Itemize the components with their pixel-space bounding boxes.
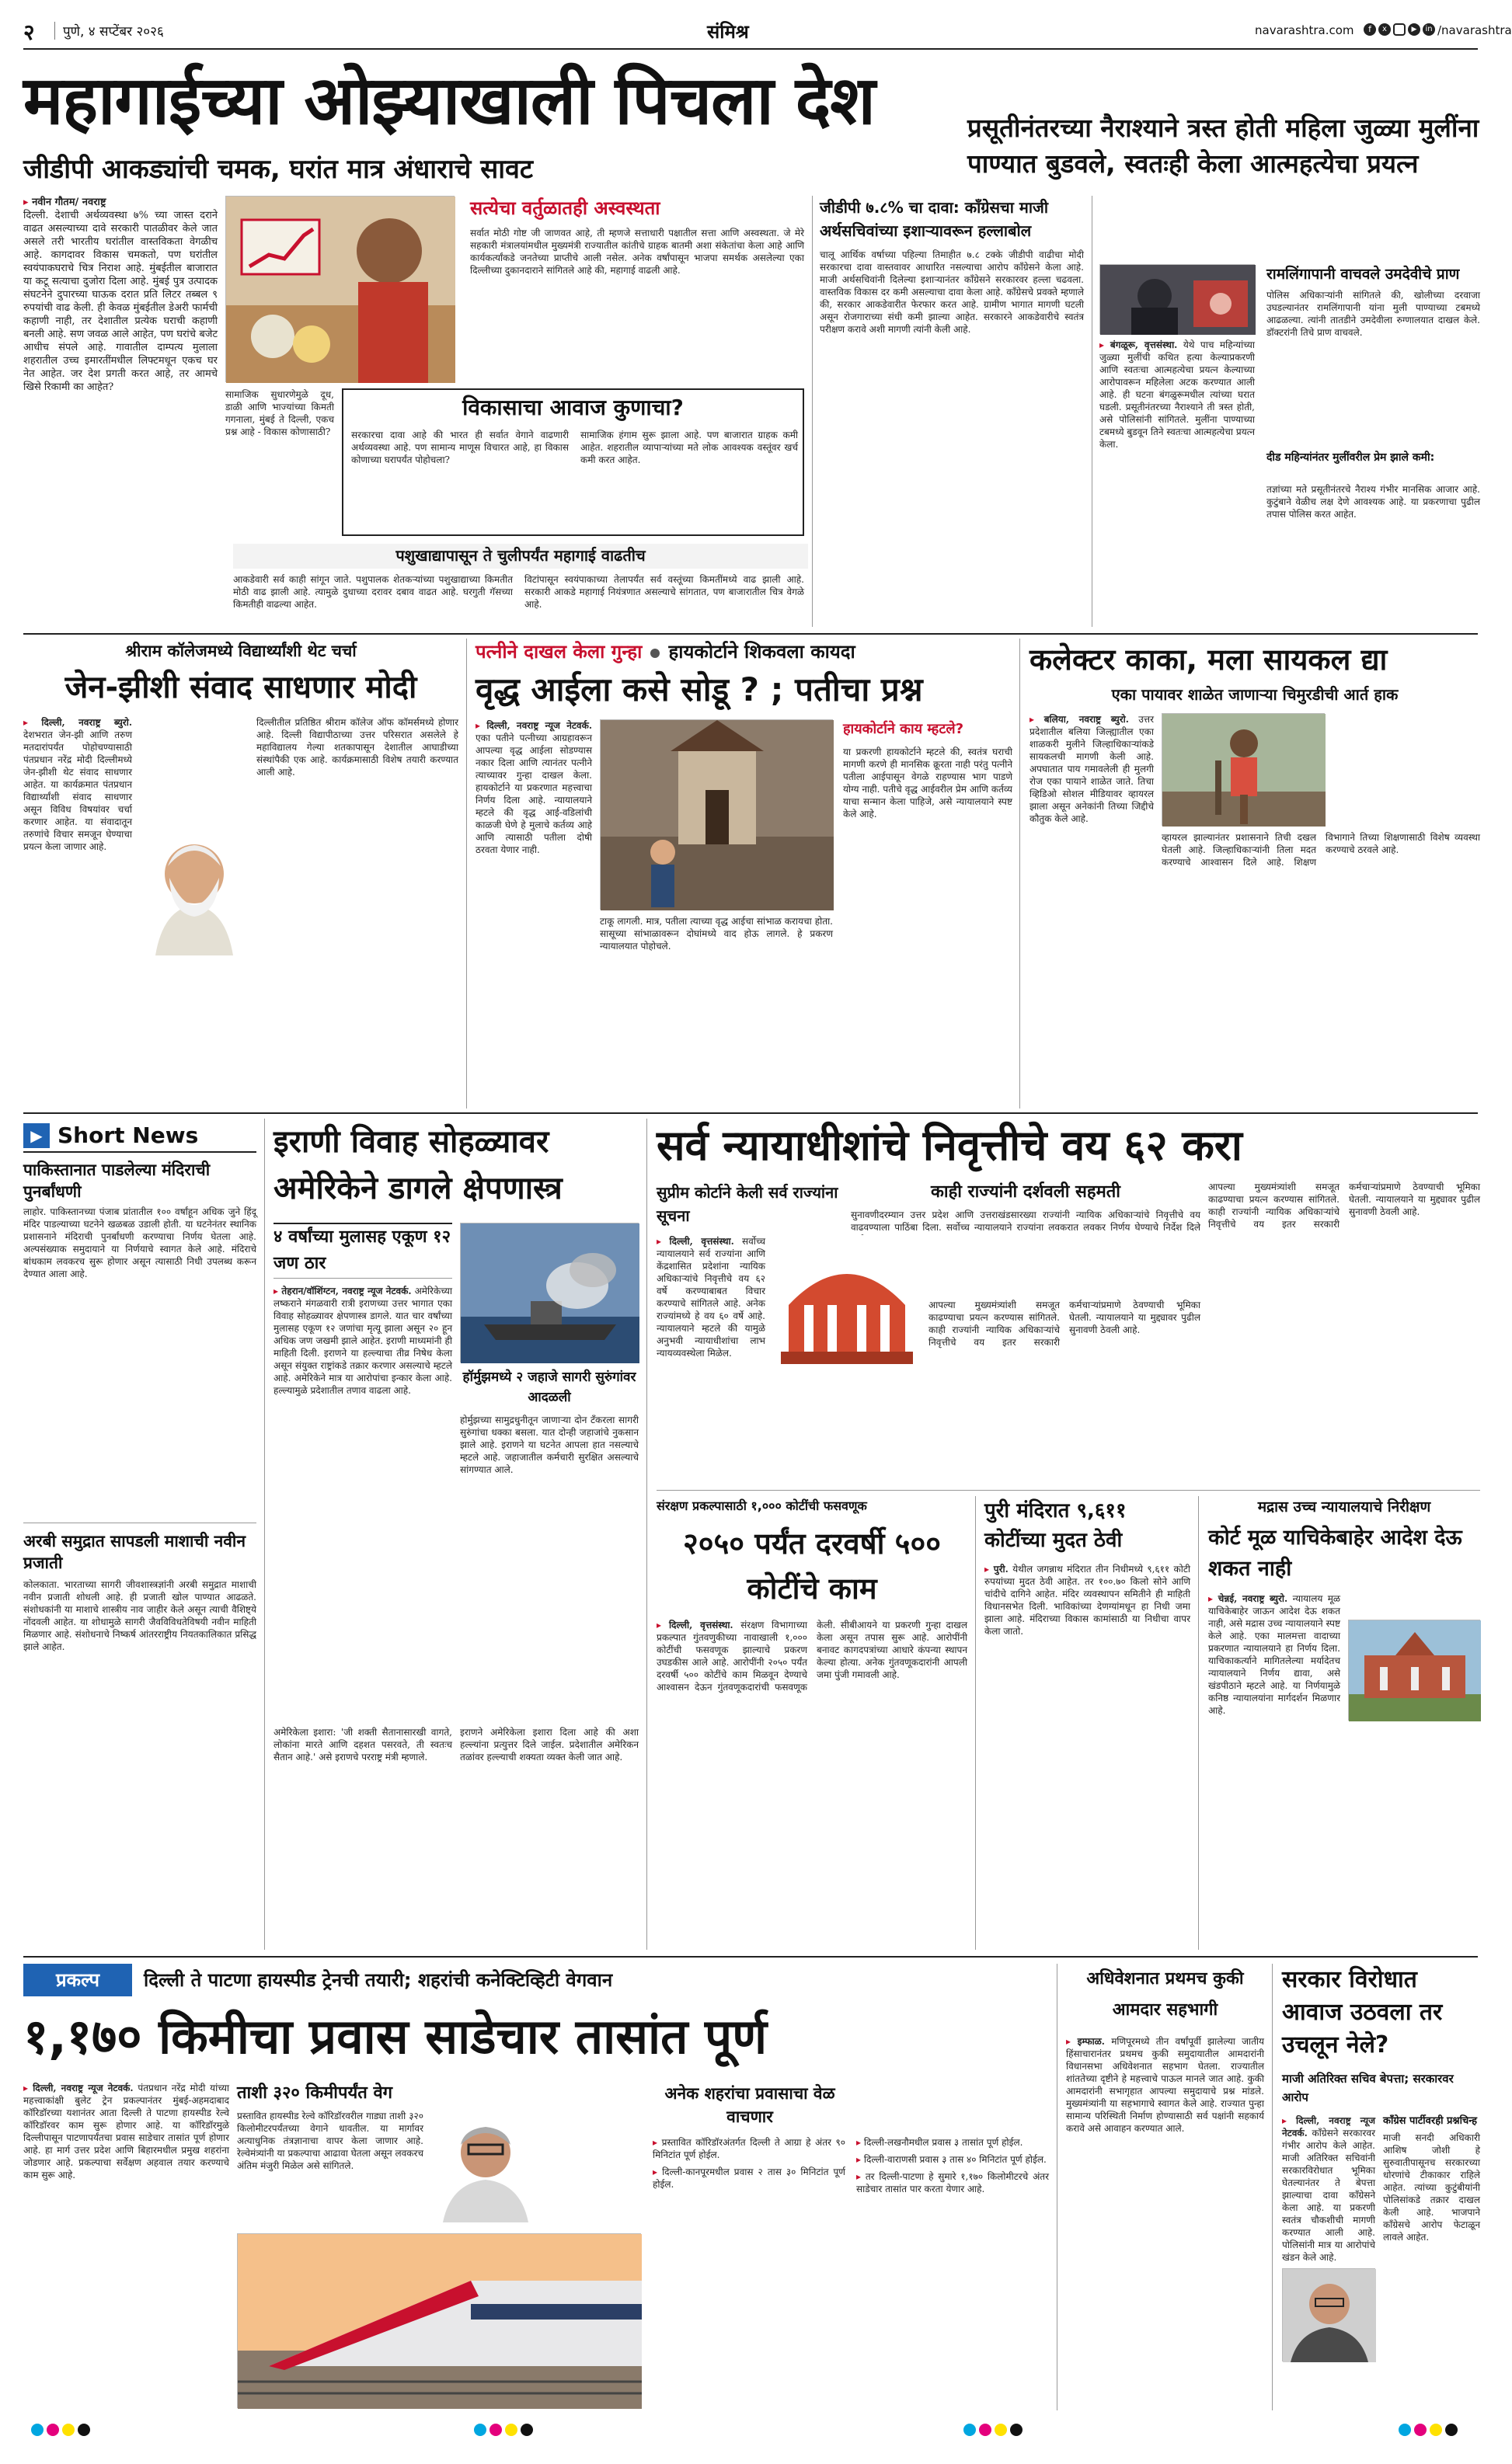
mother-dateline: ▸ दिल्ली, नवराष्ट्र न्यूज नेटवर्क.: [476, 720, 592, 731]
short-news-column: [23, 1119, 256, 1950]
opposition-headline: सरकार विरोधात आवाज उठवला तर उचलून नेले?: [1282, 1966, 1443, 2059]
main-body-col1: [23, 196, 218, 607]
project-dateline: ▸ दिल्ली, नवराष्ट्र न्यूज नेटवर्क.: [23, 2083, 134, 2093]
project-box-list: [653, 2136, 1049, 2408]
section-name: संमिश्र: [707, 21, 749, 43]
iran-subhead: ४ वर्षांच्या मुलासह एकूण १२ जण ठार: [273, 1223, 452, 1279]
quote-head: विकासाचा आवाज कुणाचा?: [462, 395, 684, 420]
cycle-body: [1029, 713, 1154, 1101]
daughters-subbody-2: तज्ञांच्या मते प्रसूतीनंतरचे नैराश्य गंभीर मानसिक आजार आहे. कुटुंबाने वेळीच लक्ष देणे आवश्यक आहे. या प्रकरणाचा पुढील तपास पोलिस करत आहेत.: [1266, 484, 1480, 520]
judges-text: सर्वोच्च न्यायालयाने सर्व राज्यांना आणि केंद्रशासित प्रदेशांना न्यायिक अधिकाऱ्यांचे निवृत्तीचे वय ६२ वर्षे करण्याबाबत विचार करण्याचे सांगितले आहे. अनेक राज्यांमध्ये हे वय ६० वर्षे आहे. न्यायालयाने म्हटले की यामुळे अनुभवी न्यायाधीशांचा लाभ न्यायव्यवस्थेला मिळेल.: [657, 1236, 765, 1359]
project-box: [653, 2082, 1049, 2408]
judges-subhead-2: काही राज्यांनी दर्शवली सहमती: [930, 1182, 1121, 1202]
page-number: २: [23, 19, 35, 45]
opposition-sidebody: माजी सनदी अधिकारी आशिष जोशी हे सुरुवातीपासूनच सरकारच्या धोरणांचे टीकाकार राहिले आहेत. त्यांच्या कुटुंबीयांनी पोलिसांकडे तक्रार दाखल केली आहे. भाजपाने कॉंग्रेसचे आरोप फेटाळून लावले आहेत.: [1383, 2132, 1480, 2243]
puri-headline: पुरी मंदिरात ९,६११ कोटींच्या मुदत ठेवी: [984, 1499, 1127, 1552]
main-dateline: ▸ नवीन गौतम/ नवराष्ट्र: [23, 197, 106, 208]
judges-body-2: सुनावणीदरम्यान उत्तर प्रदेश आणि उत्तराखंडसारख्या राज्यांनी न्यायिक अधिकाऱ्यांचे निवृत्तीचे वय वाढवण्याला पाठिंबा दिला. सर्वोच्च न्यायालयाने राज्यांना लवकरात लवकर निर्णय घेण्याचे निर्देश दिले: [851, 1209, 1200, 1233]
cycle-subhead: एका पायावर शाळेत जाणाऱ्या चिमुरडीची आर्त हाक: [1111, 685, 1399, 704]
train-photo: [237, 2233, 641, 2408]
project-box-item: ▸ दिल्ली-लखनौमधील प्रवास ३ तासांत पूर्ण होईल.: [856, 2136, 1049, 2149]
masthead: [23, 14, 1512, 50]
opposition-sidebox: [1383, 2114, 1480, 2410]
modi-headline: जेन-झीशी संवाद साधणार मोदी: [64, 670, 417, 705]
modi-body-2: दिल्लीतील प्रतिष्ठित श्रीराम कॉलेज ऑफ कॉमर्समध्ये होणार आहे. दिल्ली विद्यापीठाच्या उत्तर परिसरात असलेले हे महाविद्यालय गेल्या शतकापासून देशातील आघाडीच्या संस्थांपैकी एक आहे. कार्यक्रमासाठी विशेष तयारी करण्यात आली आहे.: [256, 717, 458, 778]
defense-kicker: संरक्षण प्रकल्पासाठी १,००० कोटींची फसवणूक: [657, 1498, 867, 1513]
main-subhead: जीडीपी आकड्यांची चमक, घरांत मात्र अंधाराचे सावट: [23, 154, 534, 185]
main-body-col2: सर्वात मोठी गोष्ट जी जाणवत आहे, ती म्हणजे सत्ताधारी पक्षातील सत्ता आणि अस्वस्थता. जे मेरे सहकारी मंत्रालयांमधील मुख्यमंत्री राज्यातील कांतीचे ग्राहक बातमी अशा संकेतांचा केला आहे आणि कार्यकर्त्यांकडे जनतेच्या प्राप्तीचे आली नसेल. अनेक वर्षांपासून भाजपा समर्थक असलेल्या एका दिल्लीच्या दुकानदाराने सांगितले आहे की, महागाई वाढली आहे.: [470, 228, 804, 276]
cycle-body-2: व्हायरल झाल्यानंतर प्रशासनाने तिची दखल घेतली आहे. जिल्हाधिकाऱ्यांनी तिला मदत करण्याचे आश्वासन दिले आहे. शिक्षण विभागाने तिच्या शिक्षणासाठी विशेष व्यवस्था करण्याचे ठरवले आहे.: [1162, 832, 1480, 868]
color-register-center-2: [963, 2424, 1023, 2436]
social-icons: [1364, 23, 1435, 36]
project-box-head: अनेक शहरांचा प्रवासाचा वेळ वाचणार: [664, 2084, 835, 2126]
defense-text: संरक्षण विभागाच्या प्रकल्पात गुंतवणुकीच्या नावाखाली १,००० कोटींची फसवणूक झाल्याचे प्रकरण उघडकीस आले आहे. आरोपींनी २०५० पर्यंत दरवर्षी ५०० कोटींचे काम मिळवून देण्याचे आश्वासन देऊन गुंतवणूकदारांची फसवणूक केली. सीबीआयने या प्रकरणी गुन्हा दाखल केला असून तपास सुरू आहे. आरोपींनी बनावट कागदपत्रांच्या आधारे कंपन्या स्थापन केल्या होत्या. अनेक गुंतवणूकदारांनी आपली जमा पुंजी गमावली आहे.: [657, 1620, 967, 1693]
mother-photo: [600, 719, 833, 910]
modi-dateline: ▸ दिल्ली, नवराष्ट्र ब्युरो.: [23, 717, 132, 728]
judges-headline: सर्व न्यायाधीशांचे निवृत्तीचे वय ६२ करा: [657, 1121, 1242, 1170]
judges-col-right: आपल्या मुख्यमंत्र्यांशी समजूत काढण्याचा प्रयत्न करण्यास सांगितले. काही राज्यांनी न्यायिक अधिकाऱ्यांचे निवृत्तीचे वय इतर सरकारी कर्मचाऱ्यांप्रमाणे ठेवण्याची भूमिका घेतली. न्यायालयाने या मुद्द्यावर पुढील सुनावणी ठेवली आहे.: [1208, 1182, 1480, 1230]
puri-body: [984, 1563, 1190, 1948]
mother-kicker: पत्नीने दाखल केला गुन्हा: [476, 641, 643, 663]
project-headline: १,१७० किमीचा प्रवास साडेचार तासांत पूर्ण: [23, 2008, 768, 2065]
inflation-photo: [225, 196, 455, 382]
main-body-text: दिल्ली. देशाची अर्थव्यवस्था ७% च्या जास्त दराने वाढत असल्याच्या दावे सरकारी पातळीवर केले जात असले तरी भारतीय घरांतील वास्तविकता वेगळीच आहे. कागदावर विकास चमकतो, पण घरांतील स्वयंपाकघराचे चित्र निराश आहे. मुंबईतील बाजारात या कटू सत्याचा दुजोरा दिला आहे. मुंबई पुत्र उत्पादक संघटनेने दुपारच्या घाऊक दरात प्रति लिटर तब्बल ९ रुपयांची वाढ केली. ही केवळ मुंबईतील डेअरी फार्मची कहाणी नाही, तर देशातील प्रत्येक घराची कहाणी बनली आहे. सण जवळ आले आहेत, पण घरांचे बजेट आधीच संपले आहे. गावातील दाम्पत्य मुलाला शहरातील उच्च इमारतींमधील लिफ्टमधून एकच घर नेत आहेत. जर देश प्रगती करत आहे, तर आमचे खिसे रिकामी का आहेत?: [23, 210, 218, 393]
gdp-headline: जीडीपी ७.८% चा दावा: काँग्रेसचा माजी अर्थसचिवांच्या इशाऱ्यावरून हल्लाबोल: [820, 198, 1049, 240]
madras-dateline: ▸ चेन्नई, नवराष्ट्र ब्युरो.: [1208, 1593, 1287, 1604]
project-body: [23, 2082, 229, 2408]
opposition-text: कॉंग्रेसने सरकारवर गंभीर आरोप केले आहेत. माजी अतिरिक्त सचिवांनी सरकारविरोधात भूमिका घेतल्यानंतर ते बेपत्ता झाल्याचा दावा काँग्रेसने केला आहे. या प्रकरणी स्वतंत्र चौकशीची मागणी करण्यात आली आहे. पोलिसांनी मात्र या आरोपांचे खंडन केले आहे.: [1282, 2128, 1375, 2263]
short-news-icon: ▶: [23, 1123, 50, 1148]
daughters-text: येथे पाच महिन्यांच्या जुळ्या मुलींची कथित हत्या केल्याप्रकरणी आणि स्वतःचा आत्महत्येचा प्रयत्न केल्याच्या आरोपावरून महिलेला अटक करण्यात आली आहे. ही घटना बंगळुरूमधील त्यांच्या घरात घडली. प्रसूतीनंतरच्या नैराश्याने ती त्रस्त होती, असे पोलिसांनी सांगितले. मुलींना पाण्याच्या टबमध्ये बुडवून तिने स्वतःचा आत्महत्येचा प्रयत्न केला.: [1099, 339, 1255, 450]
cycle-dateline: ▸ बलिया, नवराष्ट्र ब्युरो.: [1029, 714, 1129, 725]
opposition-body: [1282, 2114, 1375, 2410]
mother-subbody: या प्रकरणी हायकोर्टाने म्हटले की, स्वतंत्र घराची मागणी करणे ही मानसिक क्रूरता नाही परंतु पत्नीने पतीला आईपासून वेगळे राहण्यास भाग पाडणे योग्य नाही. पतीचे वृद्ध आईवरील प्रेम आणि कर्तव्य याचा सन्मान केला पाहिजे, असे न्यायालयाने स्पष्ट केले आहे.: [843, 747, 1012, 820]
project-sidebody: प्रस्तावित हायस्पीड रेल्वे कॉरिडॉरवरील गाड्या ताशी ३२० किलोमीटरपर्यंतच्या वेगाने धावतील. या मार्गावर अत्याधुनिक तंत्रज्ञानाचा वापर केला जाणार आहे. रेल्वेमंत्र्यांनी या प्रकल्पाचा आढावा घेतला असून लवकरच अंतिम मंजुरी मिळेल असे सांगितले.: [237, 2111, 424, 2171]
iran-photo-caption: हॉर्मुझमध्ये २ जहाजे सागरी सुरुंगांवर आदळली: [462, 1369, 636, 1405]
color-register-center: [474, 2424, 533, 2436]
defense-dateline: ▸ दिल्ली, वृत्तसंस्था.: [657, 1620, 733, 1630]
inflation-photo-caption: सामाजिक सुधारणेमुळे दूध, डाळी आणि भाज्यांच्या किमती गगनाला, मुंबई ते दिल्ली, एकच प्रश्न आहे - विकास कोणासाठी?: [225, 389, 334, 437]
color-register-right: [1399, 2424, 1458, 2436]
defense-headline: २०५० पर्यंत दरवर्षी ५०० कोटींचे काम: [683, 1526, 941, 1606]
main-bottom-head: पशुखाद्यापासून ते चुलीपर्यंत महागाई वाढतीच: [233, 544, 808, 569]
daughters-subhead-2: दीड महिन्यांनंतर मुलींवरील प्रेम झाले कमी:: [1266, 451, 1435, 464]
mother-body: [476, 719, 592, 1100]
project-box-item: ▸ प्रस्तावित कॉरिडॉरअंतर्गत दिल्ली ते आग्रा हे अंतर ९० मिनिटांत पूर्ण होईल.: [653, 2136, 845, 2161]
color-register-left: [31, 2424, 90, 2436]
madras-body: [1208, 1592, 1340, 1948]
short-news-head-2: अरबी समुद्रात सापडली माशाची नवीन प्रजाती: [23, 1532, 246, 1572]
opposition-sidehead: कॉंग्रेस पार्टीवरही प्रश्नचिन्ह: [1383, 2115, 1478, 2127]
short-news-body-1: लाहोर. पाकिस्तानच्या पंजाब प्रांतातील १०० वर्षांहून अधिक जुने हिंदू मंदिर पाडल्याच्या घटनेने खळबळ उडाली होती. या घटनेनंतर स्थानिक प्रशासनाने मंदिराची पुनर्बांधणी करण्याचा निर्णय घेतला आहे. अल्पसंख्याक समुदायाने या निर्णयाचे स्वागत केले आहे. मंदिराचे बांधकाम लवकरच सुरू होणार असून त्यासाठी निधी उपलब्ध करून देण्यात आला आहे.: [23, 1206, 256, 1279]
mother-kicker-bar: [476, 639, 1012, 666]
linkedin-icon[interactable]: in: [1423, 23, 1435, 36]
manipur-text: मणिपूरमध्ये तीन वर्षांपूर्वी झालेल्या जातीय हिंसाचारानंतर प्रथमच कुकी समुदायातील आमदारांनी विधानसभा अधिवेशनात सहभाग घेतला. राज्यातील शांततेच्या दृष्टीने हे महत्त्वाचे पाऊल मानले जात आहे. कुकी आमदारांनी सभागृहात आपल्या समुदायाचे प्रश्न मांडले. मुख्यमंत्र्यांनी या सहभागाचे स्वागत केले आहे. राज्यात पुन्हा सामान्य परिस्थिती निर्माण होण्यासाठी सर्व पक्षांनी सहकार्य करावे असे आवाहन करण्यात आले.: [1066, 2036, 1264, 2134]
madras-photo: [1348, 1620, 1480, 1721]
quote-body-1: सरकारचा दावा आहे की भारत ही सर्वात वेगाने वाढणारी अर्थव्यवस्था आहे. पण सामान्य माणूस विचारत आहे, हा विकास कोणाच्या घरापर्यंत पोहोचला?: [351, 430, 569, 465]
judges-body-3: आपल्या मुख्यमंत्र्यांशी समजूत काढण्याचा प्रयत्न करण्यास सांगितले. काही राज्यांनी न्यायिक अधिकाऱ्यांचे निवृत्तीचे वय इतर सरकारी कर्मचाऱ्यांप्रमाणे ठेवण्याची भूमिका घेतली. न्यायालयाने या मुद्द्यावर पुढील सुनावणी ठेवली आहे.: [928, 1300, 1200, 1348]
opposition-subhead: माजी अतिरिक्त सचिव बेपत्ता; सरकारवर आरोप: [1282, 2072, 1454, 2104]
project-box-item: ▸ दिल्ली-वाराणसी प्रवास ३ तास ४० मिनिटांत पूर्ण होईल.: [856, 2153, 1049, 2166]
twitter-icon[interactable]: x: [1378, 23, 1391, 36]
iran-dateline: ▸ तेहरान/वॉशिंग्टन, नवराष्ट्र न्यूज नेटवर्क.: [273, 1286, 412, 1296]
judges-dateline: ▸ दिल्ली, वृत्तसंस्था.: [657, 1236, 734, 1247]
project-sidehead: ताशी ३२० किमीपर्यंत वेग: [237, 2083, 393, 2103]
judges-body: [657, 1235, 765, 1484]
daughters-body: [1099, 339, 1255, 626]
social-handle[interactable]: /navarashtra: [1437, 23, 1512, 37]
manipur-dateline: ▸ इम्फाळ.: [1066, 2036, 1105, 2047]
cycle-headline: कलेक्टर काका, मला सायकल द्या: [1029, 642, 1388, 677]
modi-photo: [140, 823, 249, 955]
facebook-icon[interactable]: f: [1364, 23, 1376, 36]
daughters-dateline: ▸ बंगळूरू, वृत्तसंस्था.: [1099, 339, 1177, 350]
judges-subhead: सुप्रीम कोर्टाने केली सर्व राज्यांना सूचना: [657, 1183, 838, 1225]
iran-body-2: अमेरिकेला इशारा: 'जी शक्ती सैतानासारखी वागते, लोकांना मारते आणि दहशत पसरवते, ती स्वतःच सैतान आहे.' असे इराणचे परराष्ट्र मंत्री म्हणाले.: [273, 1727, 452, 1763]
main-bottom-body2: विटांपासून स्वयंपाकाच्या तेलापर्यंत सर्व वस्तूंच्या किमतींमध्ये वाढ झाली आहे. सरकारी आकडे महागाई नियंत्रणात असल्याचे सांगतात, पण बाजारातील चित्र वेगळे आहे.: [524, 574, 804, 610]
page-date: पुणे, ४ सप्टेंबर २०२६: [54, 22, 164, 40]
project-kicker: दिल्ली ते पाटणा हायस्पीड ट्रेनची तयारी; शहरांची कनेक्टिव्हिटी वेगवान: [144, 1969, 613, 1991]
project-box-item: ▸ दिल्ली-कानपूरमधील प्रवास २ तास ३० मिनिटांत पूर्ण होईल.: [653, 2166, 845, 2191]
mother-body-2: टाकू लागली. मात्र, पतीला त्याच्या वृद्ध आईचा सांभाळ करायचा होता. सासूच्या सांभाळावरून दोघांमध्ये वाद होऊ लागले. हे प्रकरण न्यायालयात पोहोचले.: [600, 916, 833, 952]
puri-text: येथील जगन्नाथ मंदिरात तीन निधीमध्ये ९,६११ कोटी रुपयांच्या मुदत ठेवी आहेत. तर १००.७० किलो सोने आणि चांदीचे दागिने आहेत. मंदिर व्यवस्थापन समितीने ही माहिती विधानसभेत दिली. भाविकांच्या देणग्यांमधून हा निधी जमा झाला आहे. मंदिराच्या विकास कामांसाठी या निधीचा वापर केला जातो.: [984, 1564, 1190, 1637]
site-url[interactable]: navarashtra.com: [1255, 23, 1354, 37]
cycle-text: उत्तर प्रदेशातील बलिया जिल्ह्यातील एका शाळकरी मुलीने जिल्हाधिकाऱ्यांकडे सायकलची मागणी केली आहे. अपघातात पाय गमावलेली ही मुलगी रोज एका पायाने शाळेत जाते. तिचा व्हिडिओ सोशल मीडियावर व्हायरल झाला असून अनेकांनी तिच्या जिद्दीचे कौतुक केले आहे.: [1029, 714, 1155, 824]
mother-kicker-2: हायकोर्टाने शिकवला कायदा: [668, 641, 855, 663]
iran-photo: [460, 1223, 639, 1363]
quote-body-2: सामाजिक हंगाम सुरू झाला आहे. पण बाजारात ग्राहक कमी आहेत. शहरातील व्यापाऱ्यांच्या मते लोक आवश्यक वस्तूंवर खर्च कमी करत आहेत.: [580, 430, 798, 465]
iran-body: [273, 1285, 452, 1720]
mother-text: एका पतीने पत्नीच्या आग्रहावरून आपल्या वृद्ध आईला सोडण्यास नकार दिला आणि त्यानंतर पत्नीने त्याच्यावर गुन्हा दाखल केला. हायकोर्टाने या प्रकरणात महत्त्वाचा निर्णय दिला आहे. न्यायालयाने म्हटले की वृद्ध आई-वडिलांची काळजी घेणे हे मुलाचे कर्तव्य आहे आणि त्यासाठी पतीला दोषी ठरवता येणार नाही.: [476, 733, 592, 855]
madras-text: न्यायालय मूळ याचिकेबाहेर जाऊन आदेश देऊ शकत नाही, असे मद्रास उच्च न्यायालयाने स्पष्ट केले आहे. एका मालमत्ता वादाच्या प्रकरणात न्यायालयाने हा निर्णय दिला. याचिकाकर्त्याने मागितलेल्या मर्यादेतच न्यायालयाने निर्णय द्यावा, असे खंडपीठाने म्हटले आहे. या निर्णयामुळे कनिष्ठ न्यायालयांना मार्गदर्शन मिळणार आहे.: [1208, 1593, 1340, 1716]
cycle-photo: [1162, 713, 1325, 826]
project-label: प्रकल्प: [23, 1964, 132, 1996]
iran-text: अमेरिकेच्या लष्कराने मंगळवारी रात्री इराणच्या उत्तर भागात एका विवाह सोहळ्यावर क्षेपणास्त्र डागले. यात चार वर्षांच्या मुलासह एकूण १२ जणांचा मृत्यू झाला असून २० हून अधिक जण जखमी झाले आहेत. इराणी माध्यमांनी ही माहिती दिली. इराणने या हल्ल्याचा तीव्र निषेध केला असून संयुक्त राष्ट्रांकडे तक्रार करणार असल्याचे म्हटले आहे. अमेरिकेने मात्र या आरोपांचा इन्कार केला आहे. हल्ल्यामुळे प्रदेशातील तणाव वाढला आहे.: [273, 1286, 452, 1396]
short-news-head-1: पाकिस्तानात पाडलेल्या मंदिराची पुनर्बांधणी: [23, 1161, 211, 1201]
manipur-headline: अधिवेशनात प्रथमच कुकी आमदार सहभागी: [1086, 1969, 1244, 2020]
iran-caption-body: होर्मुझच्या सामुद्रधुनीतून जाणाऱ्या दोन टँकरला सागरी सुरुंगांचा धक्का बसला. यात दोन्ही जहाजांचे नुकसान झाले आहे. इराणने या घटनेत आपला हात नसल्याचे म्हटले आहे. जहाजातील कर्मचारी सुरक्षित असल्याचे सांगण्यात आले.: [460, 1415, 639, 1475]
main-sidehead: सत्येचा वर्तुळातही अस्वस्थता: [470, 197, 660, 219]
mother-headline: वृद्ध आईला कसे सोडू ? ; पतीचा प्रश्न: [476, 670, 923, 708]
mother-subhead: हायकोर्टाने काय म्हटले?: [843, 721, 964, 737]
daughters-headline: प्रसूतीनंतरच्या नैराश्याने त्रस्त होती महिला जुळ्या मुलींना पाण्यात बुडवले, स्वतःही केला आत्महत्येचा प्रयत्न: [967, 113, 1479, 179]
judges-photo: [773, 1235, 921, 1367]
puri-dateline: ▸ पुरी.: [984, 1564, 1009, 1575]
short-news-body-2: कोलकाता. भारताच्या सागरी जीवशास्त्रज्ञांनी अरबी समुद्रात माशाची नवीन प्रजाती शोधली आहे. ही प्रजाती खोल पाण्यात आढळते. संशोधकांनी या माशाचे शास्त्रीय नाव जाहीर केले असून त्याची वैशिष्ट्ये नोंदवली आहेत. या शोधामुळे सागरी जैवविविधतेविषयी नवीन माहिती मिळणार आहे. संशोधनाचे निष्कर्ष आंतरराष्ट्रीय नियतकालिकात प्रसिद्ध झाले आहेत.: [23, 1579, 256, 1652]
short-news-label: Short News: [57, 1122, 199, 1148]
defense-body: [657, 1619, 967, 1949]
iran-headline: इराणी विवाह सोहळ्यावर अमेरिकेने डागले क्षेपणास्त्र: [273, 1124, 563, 1206]
daughters-subhead: रामलिंगापानी वाचवले उमदेवीचे प्राण: [1266, 266, 1460, 283]
minister-photo: [431, 2110, 540, 2222]
modi-kicker: श्रीराम कॉलेजमध्ये विद्यार्थ्यांशी थेट चर्चा: [125, 642, 357, 660]
daughters-photo: [1099, 264, 1255, 334]
main-bottom-body1: आकडेवारी सर्व काही सांगून जाते. पशुपालक शेतकऱ्यांच्या पशुखाद्याच्या किमतीत मोठी वाढ झाली आहे. त्यामुळे दुधाच्या दरावर दबाव वाढत आहे. घरगुती गॅसच्या किमतीही वाढल्या आहेत.: [233, 574, 513, 610]
daughters-subbody: पोलिस अधिकाऱ्यांनी सांगितले की, खोलीच्या दरवाजा उघडल्यानंतर रामलिंगापानी यांना मुली पाण्याच्या टबमध्ये आढळल्या. त्यांनी तातडीने उमदेवीला रुग्णालयात दाखल केले. डॉक्टरांनी तिचे प्राण वाचवले.: [1266, 290, 1480, 338]
manipur-body: [1066, 2035, 1264, 2408]
short-news-label-bar: [23, 1119, 256, 1153]
main-headline: महागाईच्या ओझ्याखाली पिचला देश: [23, 62, 875, 140]
iran-body-3: इराणने अमेरिकेला इशारा दिला आहे की अशा हल्ल्यांना प्रत्युत्तर दिले जाईल. प्रदेशातील अमेरिकन तळांवर हल्ल्याची शक्यता व्यक्त केली जात आहे.: [460, 1727, 639, 1763]
modi-body: [23, 716, 132, 1105]
project-text: पंतप्रधान नरेंद्र मोदी यांच्या महत्त्वाकांक्षी बुलेट ट्रेन प्रकल्पानंतर मुंबई-अहमदाबाद कॉरिडॉरच्या यशानंतर आता दिल्ली ते पाटणा हायस्पीड रेल्वे कॉरिडॉरवर काम सुरू होणार आहे. या कॉरिडॉरमुळे दिल्लीपासून पाटणापर्यंतचा प्रवास साडेचार तासांत पूर्ण होणार आहे. हा मार्ग उत्तर प्रदेश आणि बिहारमधील प्रमुख शहरांना जोडणार आहे. प्रकल्पाचा सर्वेक्षण अहवाल तयार करण्याचे काम सुरू आहे.: [23, 2083, 230, 2180]
project-box-item: ▸ तर दिल्ली-पाटणा हे सुमारे १,१७० किलोमीटरचे अंतर साडेचार तासांत पार करता येणार आहे.: [856, 2170, 1049, 2195]
quote-box: [342, 388, 804, 536]
madras-headline: कोर्ट मूळ याचिकेबाहेर आदेश देऊ शकत नाही: [1208, 1526, 1462, 1581]
youtube-icon[interactable]: ▶: [1408, 23, 1420, 36]
opposition-photo: [1282, 2268, 1375, 2361]
opposition-dateline: ▸ दिल्ली, नवराष्ट्र न्यूज नेटवर्क.: [1282, 2115, 1375, 2139]
modi-text: देशभरात जेन-झी आणि तरुण मतदारांपर्यंत पोहोचण्यासाठी पंतप्रधान नरेंद्र मोदी दिल्लीमध्ये जेन-झीशी थेट संवाद साधणार आहेत. या कार्यक्रमात पंतप्रधान विद्यार्थ्यांशी संवाद साधणार असून विविध विषयांवर चर्चा करणार आहेत. या संवादातून तरुणांचे विचार समजून घेण्याचा प्रयत्न केला जाणार आहे.: [23, 729, 132, 852]
madras-kicker: मद्रास उच्च न्यायालयाचे निरीक्षण: [1257, 1498, 1431, 1516]
instagram-icon[interactable]: [1393, 23, 1406, 36]
gdp-body: चालू आर्थिक वर्षाच्या पहिल्या तिमाहीत ७.८ टक्के जीडीपी वाढीचा मोदी सरकारचा दावा वास्तवावर आधारित नसल्याचा आरोप काँग्रेसने केला आहे. माजी अर्थसचिवांनी दिलेल्या इशाऱ्यानंतर काँग्रेसने सरकारवर हल्ला चढवला. वास्तविक विकास दर कमी असल्याचा दावा केला आहे. कॉंग्रेसचे प्रवक्ते म्हणाले की, सरकार आकडेवारीत फेरफार करत आहे. ग्रामीण भागात मागणी घटली असून रोजगाराच्या संधी कमी झाल्या आहेत. सरकारने आकडेवारीचे स्वतंत्र परीक्षण करावे अशी मागणी त्यांनी केली आहे.: [820, 249, 1084, 335]
